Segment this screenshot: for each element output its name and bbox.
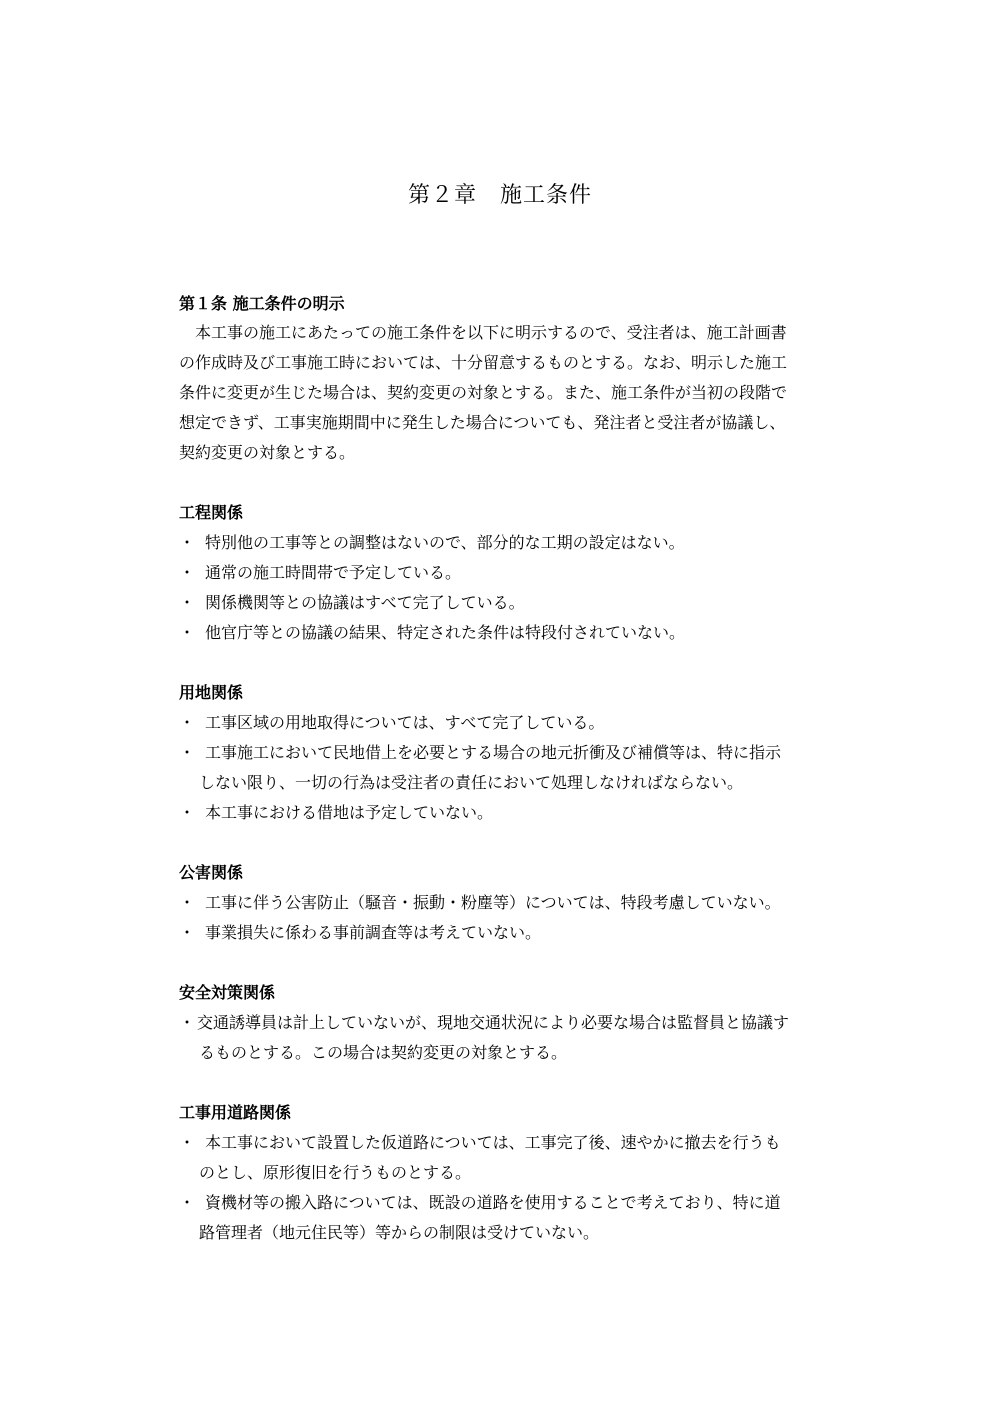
bullet-mark: ・ [179, 803, 196, 822]
list-item [179, 528, 859, 558]
bullet-list [179, 1128, 859, 1248]
section-heading: 安全対策関係 [179, 983, 276, 1002]
bullet-mark: ・ [179, 593, 196, 612]
paragraph-line: 条件に変更が生じた場合は、契約変更の対象とする。また、施工条件が当初の段階で [179, 383, 788, 402]
list-item-text: 交通誘導員は計上していないが、現地交通状況により必要な場合は監督員と協議す [197, 1013, 790, 1032]
list-item-text: 事業損失に係わる事前調査等は考えていない。 [205, 923, 542, 942]
list-item [179, 798, 859, 828]
list-item-text: 本工事における借地は予定していない。 [205, 803, 494, 822]
chapter-title: 第２章 施工条件 [407, 183, 592, 208]
bullet-mark: ・ [179, 533, 196, 552]
bullet-list [179, 1008, 859, 1068]
bullet-list [179, 888, 859, 948]
section-work-road [179, 1098, 859, 1248]
article-paragraph [179, 318, 859, 468]
list-item [179, 1128, 859, 1188]
bullet-mark: ・ [179, 893, 196, 912]
list-item [179, 888, 859, 918]
list-item-text: 本工事において設置した仮道路については、工事完了後、速やかに撤去を行うも [205, 1133, 781, 1152]
list-item [179, 918, 859, 948]
bullet-mark: ・ [179, 1013, 196, 1032]
list-item-continuation: 路管理者（地元住民等）等からの制限は受けていない。 [199, 1223, 600, 1242]
bullet-mark: ・ [179, 563, 196, 582]
list-item-text: 特別他の工事等との調整はないので、部分的な工期の設定はない。 [205, 533, 685, 552]
bullet-list [179, 528, 859, 648]
section-land [179, 678, 859, 828]
section-heading: 工事用道路関係 [179, 1103, 292, 1122]
paragraph-line: 本工事の施工にあたっての施工条件を以下に明示するので、受注者は、施工計画書 [179, 323, 787, 342]
list-item [179, 708, 859, 738]
list-item [179, 558, 859, 588]
section-heading: 用地関係 [179, 683, 244, 702]
section-schedule [179, 498, 859, 648]
bullet-mark: ・ [179, 923, 196, 942]
list-item [179, 1008, 859, 1068]
list-item-text: 資機材等の搬入路については、既設の道路を使用することで考えており、特に道 [205, 1193, 781, 1212]
list-item [179, 588, 859, 618]
bullet-mark: ・ [179, 1133, 196, 1152]
list-item [179, 618, 859, 648]
section-heading: 公害関係 [179, 863, 244, 882]
bullet-list [179, 708, 859, 828]
list-item-text: 工事施工において民地借上を必要とする場合の地元折衝及び補償等は、特に指示 [205, 743, 782, 762]
paragraph-line: 想定できず、工事実施期間中に発生した場合についても、発注者と受注者が協議し、 [179, 413, 786, 432]
list-item-text: 工事区域の用地取得については、すべて完了している。 [205, 713, 605, 732]
document-body [179, 290, 859, 1248]
article-heading: 第１条 施工条件の明示 [179, 294, 345, 313]
bullet-mark: ・ [179, 623, 196, 642]
bullet-mark: ・ [179, 713, 196, 732]
list-item-continuation: るものとする。この場合は契約変更の対象とする。 [199, 1043, 568, 1062]
section-safety [179, 978, 859, 1068]
list-item-text: 他官庁等との協議の結果、特定された条件は特段付されていない。 [205, 623, 686, 642]
paragraph-line: 契約変更の対象とする。 [179, 443, 356, 462]
bullet-mark: ・ [179, 743, 196, 762]
section-pollution [179, 858, 859, 948]
list-item-text: 関係機関等との協議はすべて完了している。 [205, 593, 525, 612]
list-item-text: 工事に伴う公害防止（騒音・振動・粉塵等）については、特段考慮していない。 [205, 893, 781, 912]
list-item [179, 738, 859, 798]
list-item-text: 通常の施工時間帯で予定している。 [205, 563, 462, 582]
list-item-continuation: のとし、原形復旧を行うものとする。 [199, 1163, 472, 1182]
section-heading: 工程関係 [179, 503, 244, 522]
list-item [179, 1188, 859, 1248]
list-item-continuation: しない限り、一切の行為は受注者の責任において処理しなければならない。 [199, 773, 744, 792]
bullet-mark: ・ [179, 1193, 196, 1212]
paragraph-line: の作成時及び工事施工時においては、十分留意するものとする。なお、明示した施工 [179, 353, 788, 372]
